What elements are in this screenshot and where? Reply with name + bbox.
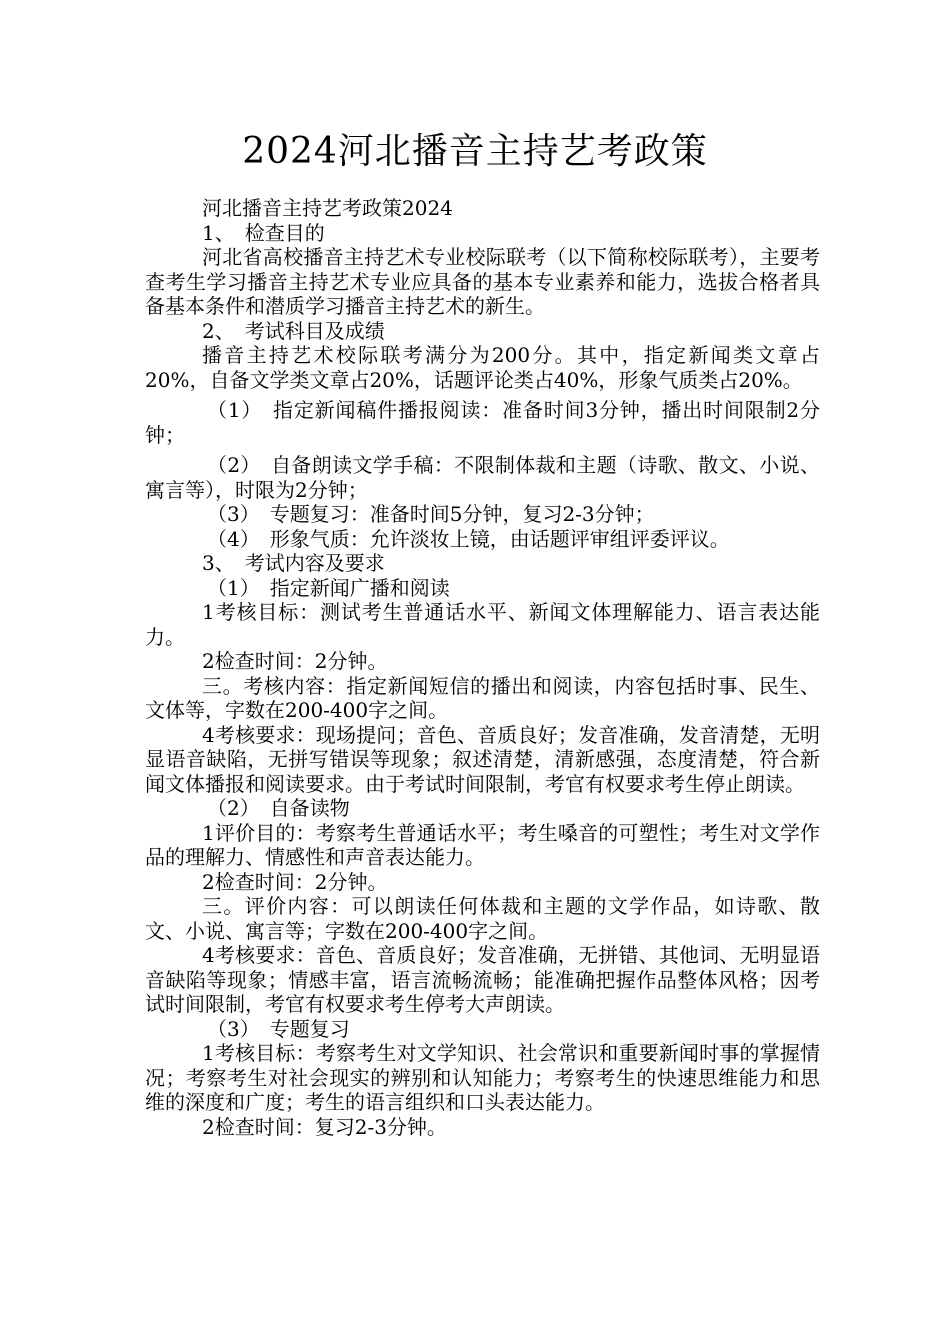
paragraph-scoring: 播音主持艺术校际联考满分为200分。其中，指定新闻类文章占20%，自备文学类文章占20%，话题评论类占40%，形象气质类占20%。 [145,343,820,392]
subsection-heading-2: （2） 自备读物 [207,796,350,820]
paragraph-reading-requirements: 4考核要求：音色、音质良好；发音准确，无拼错、其他词、无明显语音缺陷等现象；情感丰富，语言流畅流畅；能准确把握作品整体风格；因考试时间限制，考官有权要求考生停考大声朗读。 [145,943,820,1016]
paragraph-news-goal: 1考核目标：测试考生普通话水平、新闻文体理解能力、语言表达能力。 [145,600,820,649]
subsection-heading-3: （3） 专题复习 [207,1016,350,1041]
paragraph-news-content: 三。考核内容：指定新闻短信的播出和阅读，内容包括时事、民生、文体等，字数在200-400字之间。 [145,673,820,722]
paragraph-reading-content: 三。评价内容：可以朗读任何体裁和主题的文学作品，如诗歌、散文、小说、寓言等；字数在200-400字之间。 [145,894,820,943]
list-item-subject-3: （3） 专题复习：准备时间5分钟，复习2-3分钟； [207,502,655,526]
section-heading-3: 3、 考试内容及要求 [202,551,385,575]
document-title: 2024河北播音主持艺考政策 [242,131,708,172]
paragraph-purpose: 河北省高校播音主持艺术专业校际联考（以下简称校际联考），主要考查考生学习播音主持艺术专业应具备的基本专业素养和能力，选拔合格者具备基本条件和潜质学习播音主持艺术的新生。 [145,245,820,318]
paragraph-topic-time: 2检查时间：复习2-3分钟。 [202,1114,447,1139]
list-item-subject-2: （2） 自备朗读文学手稿：不限制体裁和主题（诗歌、散文、小说、寓言等），时限为2分钟； [145,453,820,502]
subsection-heading-1: （1） 指定新闻广播和阅读 [207,575,450,600]
paragraph-reading-time: 2检查时间：2分钟。 [202,869,388,894]
paragraph-news-requirements: 4考核要求：现场提问；音色、音质良好；发音准确，发音清楚，无明显语音缺陷，无拼写错误等现象；叙述清楚，清新感强，态度清楚，符合新闻文体播报和阅读要求。由于考试时间限制，考官有权要求考生停止朗读。 [145,722,820,796]
paragraph-news-time: 2检查时间：2分钟。 [202,649,388,673]
paragraph-reading-goal: 1评价目的：考察考生普通话水平；考生嗓音的可塑性；考生对文学作品的理解力、情感性和声音表达能力。 [145,820,820,869]
paragraph-topic-goal: 1考核目标：考察考生对文学知识、社会常识和重要新闻时事的掌握情况；考察考生对社会现实的辨别和认知能力；考察考生的快速思维能力和思维的深度和广度；考生的语言组织和口头表达能力。 [145,1041,820,1114]
paragraph-intro-title: 河北播音主持艺考政策2024 [202,196,453,220]
document-body [145,196,820,1139]
section-heading-2: 2、 考试科目及成绩 [202,318,385,343]
section-heading-1: 1、 检查目的 [202,220,325,245]
list-item-subject-1: （1） 指定新闻稿件播报阅读：准备时间3分钟，播出时间限制2分钟； [145,398,820,447]
list-item-subject-4: （4） 形象气质：允许淡妆上镜，由话题评审组评委评议。 [207,526,730,551]
